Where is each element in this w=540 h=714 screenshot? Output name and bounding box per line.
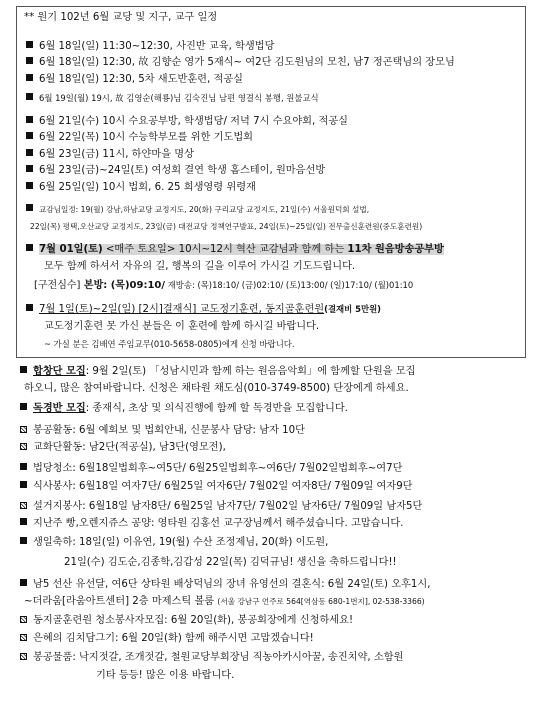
- schedule-title: ** 원기 102년 6월 교당 및 지구, 교구 일정: [24, 12, 218, 23]
- bullet-square-icon: [20, 463, 27, 470]
- schedule-item-6: 6월 22일(목) 10시 수능학부모를 위한 기도법회: [26, 131, 253, 145]
- schedule-item-4: 6월 19일(월) 19시, 故 김영순(해룡)님 김숙진님 남편 영결식 봉행, 원불교식: [26, 91, 319, 105]
- birthday-line1: 생일축하: 18일(일) 이유연, 19(월) 수산 조정제님, 20(화) 이도원,: [20, 536, 328, 550]
- bullet-square-icon: [26, 204, 33, 211]
- supplies-line1: 봉공물품: 낙지젓갈, 조개젓갈, 철원교당부회장님 직농아카시아꿀, 송진치약, 소함원: [20, 651, 403, 665]
- choir-recruit-line2: 하오니, 많은 참여바랍니다. 신청은 채타원 채도심(010-3749-8500) 단장에게 하세요.: [24, 383, 409, 394]
- bullet-square-icon: [26, 244, 33, 251]
- broadcast-study-line: 7월 01일(토) <매주 토요일> 10시~12시 혁산 교감님과 함께 하는 11차 원음방송공부방: [26, 243, 444, 257]
- checkbox-pattern-icon: [20, 443, 27, 450]
- volunteer-recruit-line: 동지골훈련원 청소봉사자모집: 6월 20일(화), 봉공회장에게 신청하세요!: [20, 614, 353, 628]
- bullet-square-icon: [26, 57, 33, 64]
- schedule-item-9: 6월 25일(일) 10시 법회, 6. 25 희생영령 위령재: [26, 181, 256, 195]
- bullet-square-icon: [26, 116, 33, 123]
- broadcast-study-desc: 모두 함께 하셔서 자유의 길, 행복의 길을 이루어 가시길 기도드립니다.: [44, 261, 356, 272]
- offering-thanks-line: 지난주 빵,오렌지쥬스 공양: 영타원 김홍선 교구장님께서 해주셨습니다. 고맙습니다.: [20, 517, 403, 531]
- chanting-recruit-line: 독경반 모집: 종재식, 초상 및 의식진행에 함께 할 독경반을 모집합니다.: [20, 402, 348, 416]
- schedule-item-5: 6월 21일(수) 10시 수요공부방, 학생법당/ 저녁 7시 수요야회, 적공실: [26, 115, 348, 129]
- regular-training-note: ~ 가실 분은 김배연 주임교무(010-5658-0805)에게 신청 바랍니다.: [44, 339, 295, 349]
- checkbox-pattern-icon: [20, 634, 27, 641]
- wedding-line1: 남5 선산 유선달, 여6단 상타원 배상덕님의 장녀 유영선의 결혼식: 6월 24일(토) 오후1시,: [20, 578, 430, 592]
- kyogam-schedule-line2: 22일(목) 평택,오산교당 교정지도, 23일(금) 대전교당 정책연구발표, 24일(토)~25일(일) 전무출신훈련원(중도훈련원): [30, 222, 423, 231]
- bullet-square-icon: [26, 165, 33, 172]
- regular-training-line: 7월 1일(토)~2일(일) [2시]결재식] 교도정기훈련, 동지골훈련원(결재비 5만원): [26, 302, 381, 317]
- bullet-square-icon: [26, 93, 33, 100]
- wedding-line2: ~더라움[라움아트센터] 2층 마제스틱 볼룸 (서울 강남구 언주로 564[역삼동 680-1번지], 02-538-3366): [24, 596, 425, 607]
- bullet-square-icon: [26, 74, 33, 81]
- bullet-square-icon: [26, 182, 33, 189]
- bullet-square-icon: [26, 149, 33, 156]
- bullet-square-icon: [20, 366, 27, 373]
- birthday-line2: 21일(수) 김도순,김종학,김갑성 22일(목) 김덕규님! 생신을 축하드립니다!!: [64, 557, 397, 568]
- service-activity-line: 봉공활동: 6월 예회보 및 법회안내, 신문봉사 담당: 남자 10단: [20, 424, 305, 438]
- schedule-item-2: 6월 18일(일) 12:30, 故 김향순 영가 5재식~ 여2단 김도원님의 모친, 남7 정곤택님의 장모님: [26, 56, 455, 70]
- kyogam-schedule-line1: 교감님일정: 19(월) 강남,하남교당 교정지도, 20(화) 구리교당 교정지도, 21일(수) 서울원덕회 설법,: [26, 203, 369, 217]
- hall-cleaning-line: 법당청소: 6월18일법회후~여5단/ 6월25일법회후~여6단/ 7월02일법회후~여7단: [20, 462, 402, 476]
- bullet-square-icon: [26, 41, 33, 48]
- bullet-square-icon: [20, 579, 27, 586]
- bullet-square-icon: [20, 403, 27, 410]
- bullet-square-icon: [20, 518, 27, 525]
- bullet-square-icon: [20, 481, 27, 488]
- supplies-line2: 기타 등등! 많은 이용 바랍니다.: [96, 670, 235, 681]
- checkbox-pattern-icon: [20, 502, 27, 509]
- kimchi-line: 은혜의 김치담그기: 6월 20일(화) 함께 해주시면 고맙겠습니다!: [20, 632, 314, 646]
- dishwashing-line: 설거지봉사: 6월18일 남자8단/ 6월25일 남자7단/ 7월02일 남자6단/ 7월09일 남자5단: [20, 500, 422, 514]
- meal-service-line: 식사봉사: 6월18일 여자7단/ 6월25일 여자6단/ 7월02일 여자8단/ 7월09일 여자9단: [20, 480, 413, 494]
- checkbox-pattern-icon: [20, 616, 27, 623]
- group-activity-line: 교화단활동: 남2단(적공실), 남3단(영모전),: [20, 441, 226, 455]
- schedule-item-3: 6월 18일(일) 12:30, 5차 새도반훈련, 적공실: [26, 73, 243, 87]
- checkbox-pattern-icon: [20, 653, 27, 660]
- bullet-square-icon: [20, 537, 27, 544]
- bullet-square-icon: [26, 132, 33, 139]
- checkbox-pattern-icon: [20, 426, 27, 433]
- schedule-item-8: 6월 23일(금)~24일(토) 여성회 결연 학생 홈스테이, 원마음선방: [26, 164, 325, 178]
- schedule-item-1: 6월 18일(일) 11:30~12:30, 사진반 교육, 학생법당: [26, 40, 274, 54]
- schedule-item-7: 6월 23일(금) 11시, 하얀마을 명상: [26, 148, 194, 162]
- bullet-square-icon: [26, 304, 33, 311]
- gujeong-simsu-line: [구전심수] 본방: (목)09:10/ 재방송: (목)18:10/ (금)02:10/ (토)13:00/ (일)17:10/ (월)01:10: [34, 280, 414, 291]
- choir-recruit-line1: 합창단 모집: 9월 2일(토) 「성남시민과 함께 하는 원음음악회」에 함께할 단원을 모집: [20, 365, 416, 379]
- regular-training-desc: 교도정기훈련 못 가신 분들은 이 훈련에 함께 하시길 바랍니다.: [44, 321, 320, 332]
